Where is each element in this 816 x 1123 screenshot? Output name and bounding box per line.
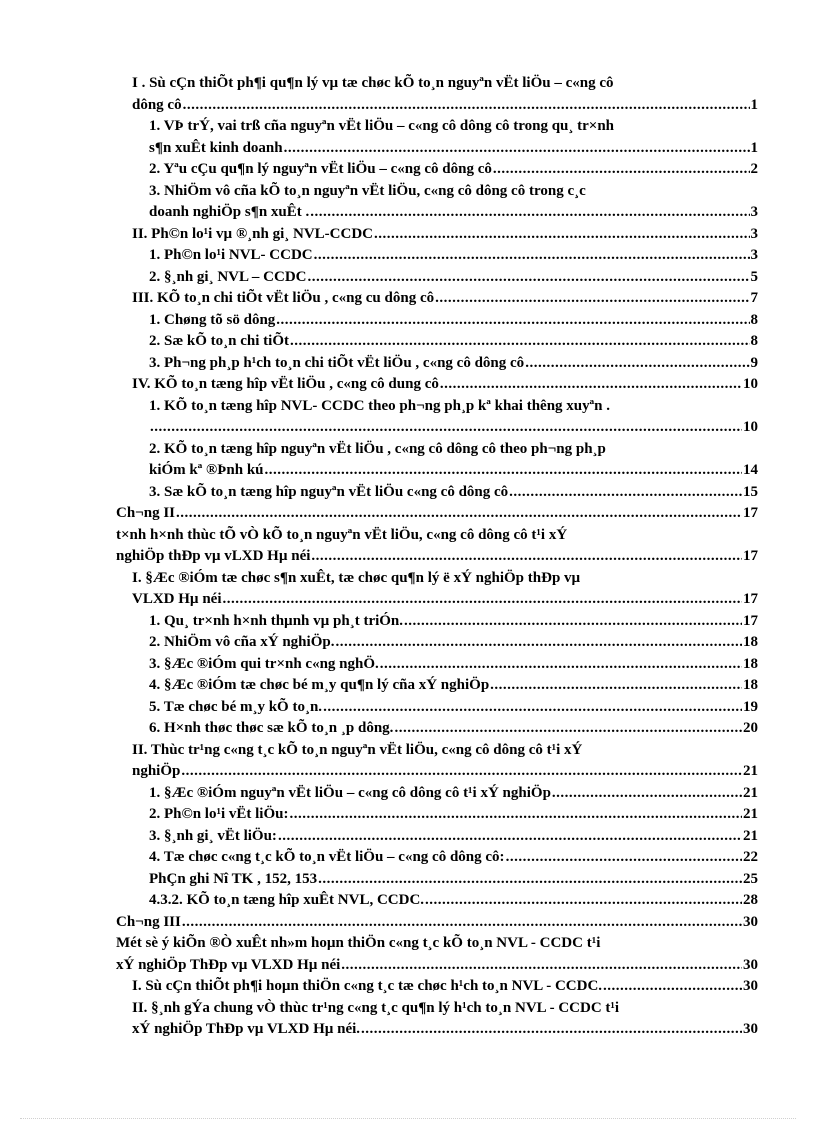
toc-entry[interactable] [0, 890, 758, 912]
toc-entry-leader-line [132, 95, 758, 117]
toc-entry-leader-line [149, 654, 758, 676]
toc-entry-title: 6. H×nh thøc thøc sæ kÕ to¸n ¸p dông. [149, 720, 394, 736]
toc-entry-title: 4.3.2. KÕ to¸n tæng hîp xuÊt NVL, CCDC. [149, 892, 425, 908]
dot-leader [603, 976, 742, 998]
toc-entry-title: 2. NhiÖm vô cña xÝ nghiÖp. [149, 634, 335, 650]
toc-entry-page-number: 17 [743, 612, 758, 629]
toc-entry-page-number: 8 [750, 311, 758, 328]
dot-leader [182, 912, 742, 934]
dot-leader [341, 955, 742, 977]
toc-entry-page-number: 30 [743, 956, 758, 973]
toc-entry-leader-line [149, 310, 758, 332]
dot-leader [289, 804, 742, 826]
toc-entry-leader-line [149, 869, 758, 891]
toc-entry-title-line: 3. NhiÖm vô cña kÕ to¸n nguyªn vËt liÖu, c«ng cô dông cô trong c¸c [149, 182, 586, 199]
toc-entry[interactable] [0, 374, 758, 396]
toc-entry[interactable] [0, 245, 758, 267]
toc-entry-page-number: 3 [750, 204, 758, 220]
toc-entry-title: 5. Tæ chøc bé m¸y kÕ to¸n. [149, 698, 323, 715]
toc-entry-page-number: 20 [743, 720, 758, 736]
toc-entry[interactable] [0, 267, 758, 289]
toc-entry-leader-line [149, 245, 758, 267]
toc-entry-title: 3. Ph¬ng ph¸p h¹ch to¸n chi tiÕt vËt liÖu , c«ng cô dông cô [149, 354, 525, 371]
toc-entry-leader-line [149, 697, 758, 719]
toc-entry-leader-line [132, 589, 758, 611]
toc-entry-leader-line [149, 890, 758, 912]
toc-entry-title: IV. KÕ to¸n tæng hîp vËt liÖu , c«ng cô dung cô [132, 376, 439, 392]
dot-leader [278, 826, 742, 848]
toc-entry-title-line: 1. KÕ to¸n tæng hîp NVL- CCDC theo ph¬ng ph¸p kª khai thêng xuyªn . [149, 397, 610, 414]
toc-entry-leader-line [149, 202, 758, 224]
toc-entry-title: 4. §Æc ®iÓm tæ chøc bé m¸y qu¶n lý cña xÝ nghiÖp [149, 677, 490, 693]
toc-entry-page-number: 25 [743, 870, 758, 887]
toc-entry-page-number: 14 [743, 462, 758, 478]
toc-entry[interactable] [0, 740, 758, 783]
dot-leader [425, 890, 742, 912]
toc-entry-title-line: Mét sè ý kiÕn ®Ò xuÊt nh»m hoµn thiÖn c«ng t¸c kÕ to¸n NVL - CCDC t¹i [116, 935, 601, 951]
dot-leader [380, 654, 742, 676]
toc-entry-page-number: 1 [750, 96, 758, 113]
toc-entry-page-number: 5 [750, 268, 758, 285]
toc-entry-leader-line [116, 912, 758, 934]
toc-entry[interactable] [0, 611, 758, 633]
toc-entry-page-number: 10 [743, 419, 758, 435]
toc-entry-page-number: 30 [743, 913, 758, 930]
toc-entry-title: 2. Ph©n lo¹i vËt liÖu: [149, 806, 289, 822]
toc-entry-title: 3. Sæ kÕ to¸n tæng hîp nguyªn vËt liÖu c«ng cô dông cô [149, 483, 509, 500]
toc-entry[interactable] [0, 525, 758, 568]
toc-entry-page-number: 7 [750, 290, 758, 306]
dot-leader [490, 675, 742, 697]
dot-leader [361, 1019, 742, 1041]
toc-entry-title-line: I . Sù cÇn thiÕt ph¶i qu¶n lý vµ tæ chøc kÕ to¸n nguyªn vËt liÖu – c«ng cô [132, 75, 614, 91]
toc-entry-title: kiÓm kª ®Þnh kú [149, 462, 264, 478]
toc-entry[interactable] [0, 976, 758, 998]
toc-entry-leader-line [149, 353, 758, 375]
dot-leader [525, 353, 749, 375]
toc-entry-title: nghiÖp [132, 763, 181, 779]
dot-leader [276, 310, 749, 332]
toc-entry-page-number: 19 [743, 698, 758, 715]
toc-entry-page-number: 9 [750, 354, 758, 371]
table-of-contents [0, 73, 816, 1041]
toc-entry[interactable] [0, 804, 758, 826]
toc-entry-page-number: 22 [743, 849, 758, 865]
toc-entry[interactable] [0, 181, 758, 224]
toc-entry-page-number: 18 [743, 677, 758, 693]
toc-entry-page-number: 3 [750, 247, 758, 263]
toc-entry-leader-line [149, 718, 758, 740]
dot-leader [435, 288, 749, 310]
toc-entry[interactable] [0, 654, 758, 676]
dot-leader [265, 460, 743, 482]
toc-entry[interactable] [0, 783, 758, 805]
dot-leader [404, 611, 742, 633]
toc-entry-page-number: 15 [743, 483, 758, 500]
toc-entry-page-number: 17 [743, 591, 758, 607]
dot-leader [150, 417, 742, 439]
toc-entry-title: 1. Qu¸ tr×nh h×nh thµnh vµ ph¸t triÓn. [149, 612, 404, 629]
toc-entry-leader-line [132, 1019, 758, 1041]
toc-entry-leader-line [149, 460, 758, 482]
toc-entry-page-number: 21 [743, 806, 758, 822]
toc-entry-page-number: 17 [743, 548, 758, 564]
toc-entry[interactable] [0, 288, 758, 310]
dot-leader [323, 697, 742, 719]
toc-entry-leader-line [132, 976, 758, 998]
toc-entry-leader-line [149, 675, 758, 697]
toc-entry[interactable] [0, 482, 758, 504]
toc-entry[interactable] [0, 675, 758, 697]
dot-leader [552, 783, 742, 805]
dot-leader [311, 546, 742, 568]
toc-entry-leader-line [149, 632, 758, 654]
toc-entry-leader-line [149, 783, 758, 805]
toc-entry-page-number: 28 [743, 892, 758, 908]
toc-entry-page-number: 21 [743, 763, 758, 779]
toc-entry-title: doanh nghiÖp s¶n xuÊt . [149, 204, 310, 220]
toc-entry-page-number: 3 [750, 225, 758, 242]
toc-entry-title: II. Ph©n lo¹i vµ ®¸nh gi¸ NVL-CCDC [132, 225, 373, 242]
toc-entry-leader-line [149, 482, 758, 504]
toc-entry-title-line: 1. VÞ trÝ, vai trß cña nguyªn vËt liÖu – c«ng cô dông cô trong qu¸ tr×nh [149, 118, 615, 134]
dot-leader [284, 138, 750, 160]
toc-entry-title: 4. Tæ chøc c«ng t¸c kÕ to¸n vËt liÖu – c«ng cô dông cô: [149, 849, 505, 865]
toc-entry-title: nghiÖp thÐp vµ vLXD Hµ néi [116, 548, 311, 564]
toc-entry[interactable] [0, 568, 758, 611]
toc-entry[interactable] [0, 718, 758, 740]
toc-entry-title: 2. Yªu cÇu qu¶n lý nguyªn vËt liÖu – c«ng cô dông cô [149, 161, 492, 177]
toc-entry[interactable] [0, 697, 758, 719]
toc-entry-page-number: 17 [743, 505, 758, 521]
toc-entry-title: xÝ nghiÖp ThÐp vµ VLXD Hµ néi. [132, 1021, 361, 1037]
toc-entry-title-line: II. §¸nh gÝa chung vÒ thùc tr¹ng c«ng t¸c qu¶n lý h¹ch to¸n NVL - CCDC t¹i [132, 999, 620, 1016]
toc-entry-leader-line [149, 804, 758, 826]
toc-entry-title: III. KÕ to¸n chi tiÕt vËt liÖu , c«ng cu dông cô [132, 290, 435, 306]
toc-entry-title: 1. Ph©n lo¹i NVL- CCDC [149, 247, 313, 263]
toc-entry[interactable] [0, 632, 758, 654]
toc-entry-page-number: 30 [743, 978, 758, 994]
toc-entry-leader-line [116, 503, 758, 525]
toc-entry-title: VLXD Hµ néi [132, 591, 222, 607]
toc-entry-leader-line [132, 224, 758, 246]
toc-entry[interactable] [0, 826, 758, 848]
toc-entry-page-number: 1 [750, 139, 758, 156]
toc-entry-leader-line [149, 331, 758, 353]
dot-leader [335, 632, 742, 654]
toc-entry-leader-line [116, 955, 758, 977]
toc-entry-page-number: 30 [743, 1021, 758, 1037]
toc-entry-leader-line [149, 826, 758, 848]
toc-entry[interactable] [0, 224, 758, 246]
toc-entry[interactable] [0, 439, 758, 482]
dot-leader [318, 869, 742, 891]
toc-entry-title-line: II. Thùc tr¹ng c«ng t¸c kÕ to¸n nguyªn vËt liÖu, c«ng cô dông cô t¹i xÝ [132, 741, 583, 758]
toc-entry-leader-line [149, 138, 758, 160]
dot-leader [290, 331, 749, 353]
toc-entry[interactable] [0, 503, 758, 525]
toc-entry[interactable] [0, 310, 758, 332]
toc-entry-title: s¶n xuÊt kinh doanh [149, 139, 283, 156]
dot-leader [310, 202, 749, 224]
toc-entry[interactable] [0, 869, 758, 891]
toc-entry[interactable] [0, 933, 758, 976]
dot-leader [440, 374, 742, 396]
toc-entry-leader-line [132, 374, 758, 396]
toc-entry[interactable] [0, 159, 758, 181]
toc-entry-page-number: 18 [743, 634, 758, 650]
dot-leader [181, 761, 742, 783]
toc-entry-title: dông cô [132, 96, 182, 113]
toc-entry-title: 1. §Æc ®iÓm nguyªn vËt liÖu – c«ng cô dông cô t¹i xÝ nghiÖp [149, 784, 551, 801]
toc-entry[interactable] [0, 116, 758, 159]
toc-entry[interactable] [0, 73, 758, 116]
toc-entry-title-line: 2. KÕ to¸n tæng hîp nguyªn vËt liÖu , c«ng cô dông cô theo ph¬ng ph¸p [149, 440, 606, 457]
toc-entry-leader-line [149, 847, 758, 869]
page-bottom-dotted-rule [20, 1118, 796, 1119]
toc-entry-page-number: 2 [750, 161, 758, 177]
dot-leader [176, 503, 742, 525]
toc-entry-leader-line [132, 761, 758, 783]
toc-entry[interactable] [0, 998, 758, 1041]
toc-entry-leader-line [149, 267, 758, 289]
toc-entry-title: 2. §¸nh gi¸ NVL – CCDC [149, 268, 307, 285]
toc-entry-title: 3. §¸nh gi¸ vËt liÖu: [149, 827, 277, 844]
toc-entry-title: 3. §Æc ®iÓm qui tr×nh c«ng nghÖ. [149, 655, 379, 672]
toc-entry-page-number: 21 [743, 784, 758, 801]
toc-entry-page-number: 21 [743, 827, 758, 844]
toc-entry[interactable] [0, 396, 758, 439]
dot-leader [314, 245, 750, 267]
toc-entry-title: Ch¬ng III [116, 913, 181, 930]
dot-leader [222, 589, 742, 611]
toc-entry-title-line: t×nh h×nh thùc tÕ vÒ kÕ to¸n nguyªn vËt liÖu, c«ng cô dông cô t¹i xÝ [116, 526, 568, 543]
toc-entry-leader-line [149, 159, 758, 181]
toc-entry[interactable] [0, 912, 758, 934]
toc-entry-title: 2. Sæ kÕ to¸n chi tiÕt [149, 333, 290, 349]
toc-entry-title: PhÇn ghi Nî TK , 152, 153 [149, 870, 318, 887]
dot-leader [493, 159, 750, 181]
toc-entry-leader-line [116, 546, 758, 568]
toc-entry-page-number: 18 [743, 655, 758, 672]
toc-entry[interactable] [0, 331, 758, 353]
toc-entry-title: xÝ nghiÖp ThÐp vµ VLXD Hµ néi [116, 956, 341, 973]
toc-entry-title: 1. Chøng tõ sö dông [149, 311, 276, 328]
dot-leader [308, 267, 750, 289]
dot-leader [509, 482, 742, 504]
toc-entry-leader-line [149, 417, 758, 439]
toc-entry-title-line: I. §Æc ®iÓm tæ chøc s¶n xuÊt, tæ chøc qu¶n lý ë xÝ nghiÖp thÐp vµ [132, 569, 581, 586]
toc-entry-leader-line [132, 288, 758, 310]
toc-entry-page-number: 10 [743, 376, 758, 392]
toc-entry-title: Ch¬ng II [116, 505, 175, 521]
dot-leader [374, 224, 750, 246]
dot-leader [183, 95, 750, 117]
dot-leader [394, 718, 742, 740]
toc-entry-page-number: 8 [750, 333, 758, 349]
toc-entry[interactable] [0, 353, 758, 375]
toc-entry-title: I. Sù cÇn thiÕt ph¶i hoµn thiÖn c«ng t¸c tæ chøc h¹ch to¸n NVL - CCDC. [132, 978, 603, 994]
toc-entry-leader-line [149, 611, 758, 633]
toc-entry[interactable] [0, 847, 758, 869]
dot-leader [506, 847, 742, 869]
